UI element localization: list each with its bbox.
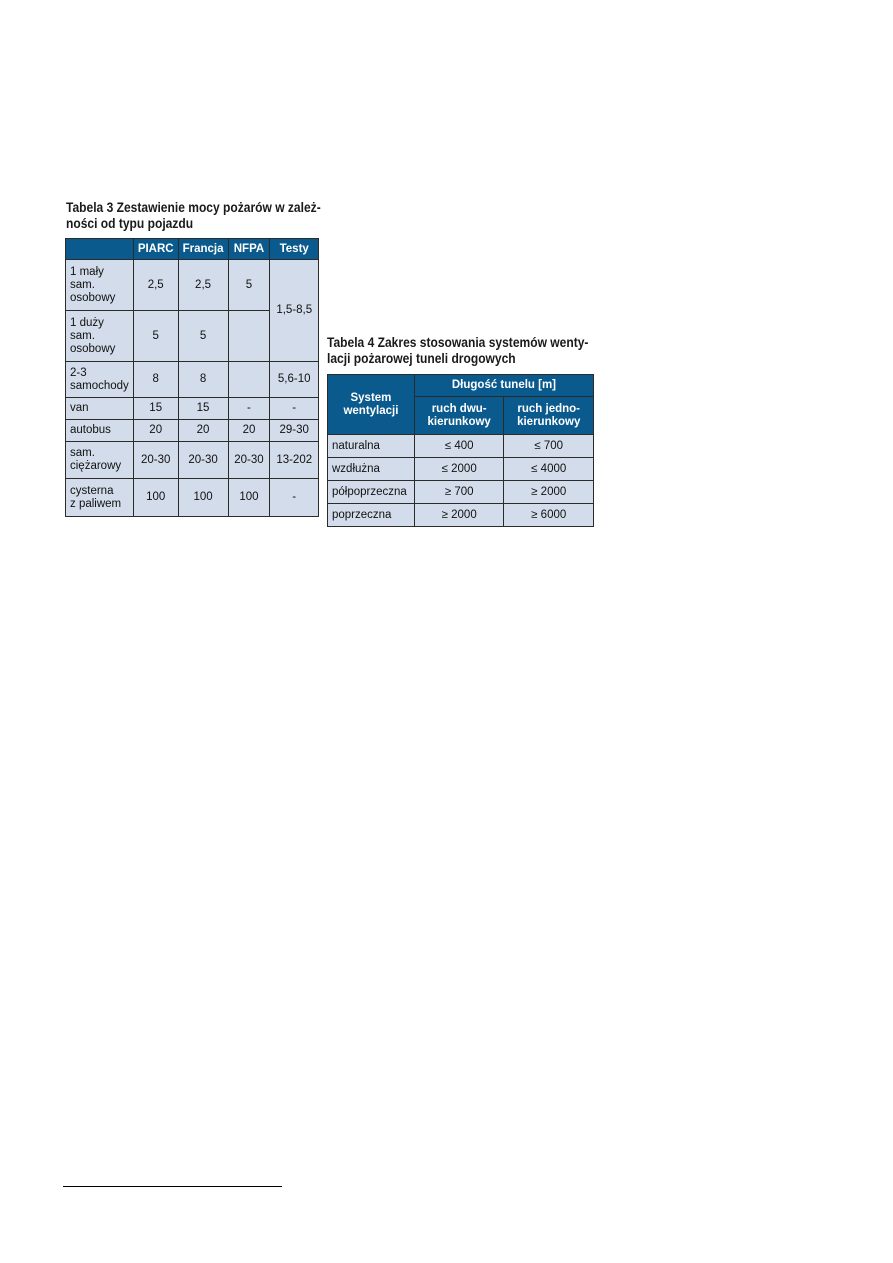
table3-cell-piarc: 20 <box>133 420 178 442</box>
table4-header-system: System wentylacji <box>328 375 415 435</box>
table3-cell-nfpa <box>228 311 270 362</box>
table3-row-label: sam. ciężarowy <box>66 442 134 479</box>
table3-header-row <box>66 239 319 260</box>
table-row <box>66 420 319 442</box>
table3-caption-line1: Tabela 3 Zestawienie mocy pożarów w zależ- <box>66 199 321 215</box>
table3-cell-francja: 100 <box>178 479 228 517</box>
table-row <box>66 442 319 479</box>
table3-cell-piarc: 100 <box>133 479 178 517</box>
table4-cell-dwu: ≤ 2000 <box>414 458 504 481</box>
table4-cell-jedno: ≥ 2000 <box>504 481 594 504</box>
table4-caption-line1: Tabela 4 Zakres stosowania systemów wenty- <box>327 334 589 350</box>
table3-cell-testy: - <box>270 398 319 420</box>
table3-cell-piarc: 5 <box>133 311 178 362</box>
table-row <box>328 504 594 527</box>
table3-cell-piarc: 20-30 <box>133 442 178 479</box>
table4-header-bidirectional: ruch dwu- kierunkowy <box>414 397 504 435</box>
table3-cell-testy: 29-30 <box>270 420 319 442</box>
table3-cell-nfpa: 20 <box>228 420 270 442</box>
table4-header-unidirectional: ruch jedno- kierunkowy <box>504 397 594 435</box>
table4-header-length: Długość tunelu [m] <box>414 375 593 397</box>
table3-cell-testy: 5,6-10 <box>270 362 319 398</box>
table3-caption-line2: ności od typu pojazdu <box>66 215 194 231</box>
table3-cell-piarc: 8 <box>133 362 178 398</box>
table3-caption <box>66 199 321 231</box>
table3-cell-francja: 5 <box>178 311 228 362</box>
table4-caption-line2: lacji pożarowej tuneli drogowych <box>327 350 516 366</box>
table3-row-label: autobus <box>66 420 134 442</box>
table3-header-nfpa: NFPA <box>228 239 270 260</box>
table3-row-label: 2-3 samochody <box>66 362 134 398</box>
table4-caption <box>327 334 588 366</box>
table-row <box>328 481 594 504</box>
table3-cell-nfpa: 100 <box>228 479 270 517</box>
table4-cell-system: wzdłużna <box>328 458 415 481</box>
table4-cell-jedno: ≤ 4000 <box>504 458 594 481</box>
table3-cell-francja: 20-30 <box>178 442 228 479</box>
table-row <box>66 398 319 420</box>
table3-cell-francja: 8 <box>178 362 228 398</box>
table3-cell-piarc: 2,5 <box>133 260 178 311</box>
table4-cell-system: półpoprzeczna <box>328 481 415 504</box>
table3-row-label: cysterna z paliwem <box>66 479 134 517</box>
table4-cell-system: naturalna <box>328 435 415 458</box>
table-row <box>66 260 319 311</box>
table3-header-empty <box>66 239 134 260</box>
table3-cell-piarc: 15 <box>133 398 178 420</box>
table4-cell-dwu: ≥ 2000 <box>414 504 504 527</box>
table3-cell-testy-merged: 1,5-8,5 <box>270 260 319 362</box>
table4-cell-jedno: ≤ 700 <box>504 435 594 458</box>
table3-cell-nfpa <box>228 362 270 398</box>
table3-cell-testy: - <box>270 479 319 517</box>
table3 <box>65 238 319 517</box>
table-row <box>328 435 594 458</box>
table3-header-piarc: PIARC <box>133 239 178 260</box>
table3-cell-nfpa: 20-30 <box>228 442 270 479</box>
table4-cell-system: poprzeczna <box>328 504 415 527</box>
table4-cell-dwu: ≥ 700 <box>414 481 504 504</box>
table-row <box>66 479 319 517</box>
table3-cell-francja: 2,5 <box>178 260 228 311</box>
table3-cell-nfpa: - <box>228 398 270 420</box>
table4-header-row-1 <box>328 375 594 397</box>
table4 <box>327 374 594 527</box>
table3-cell-francja: 20 <box>178 420 228 442</box>
table3-cell-nfpa: 5 <box>228 260 270 311</box>
table-row <box>66 362 319 398</box>
table4-cell-dwu: ≤ 400 <box>414 435 504 458</box>
table3-header-francja: Francja <box>178 239 228 260</box>
table3-cell-testy: 13-202 <box>270 442 319 479</box>
footnote-divider <box>63 1186 282 1187</box>
table3-row-label: 1 mały sam. osobowy <box>66 260 134 311</box>
table3-row-label: 1 duży sam. osobowy <box>66 311 134 362</box>
table-row <box>328 458 594 481</box>
table3-row-label: van <box>66 398 134 420</box>
table3-header-testy: Testy <box>270 239 319 260</box>
table3-cell-francja: 15 <box>178 398 228 420</box>
table4-cell-jedno: ≥ 6000 <box>504 504 594 527</box>
